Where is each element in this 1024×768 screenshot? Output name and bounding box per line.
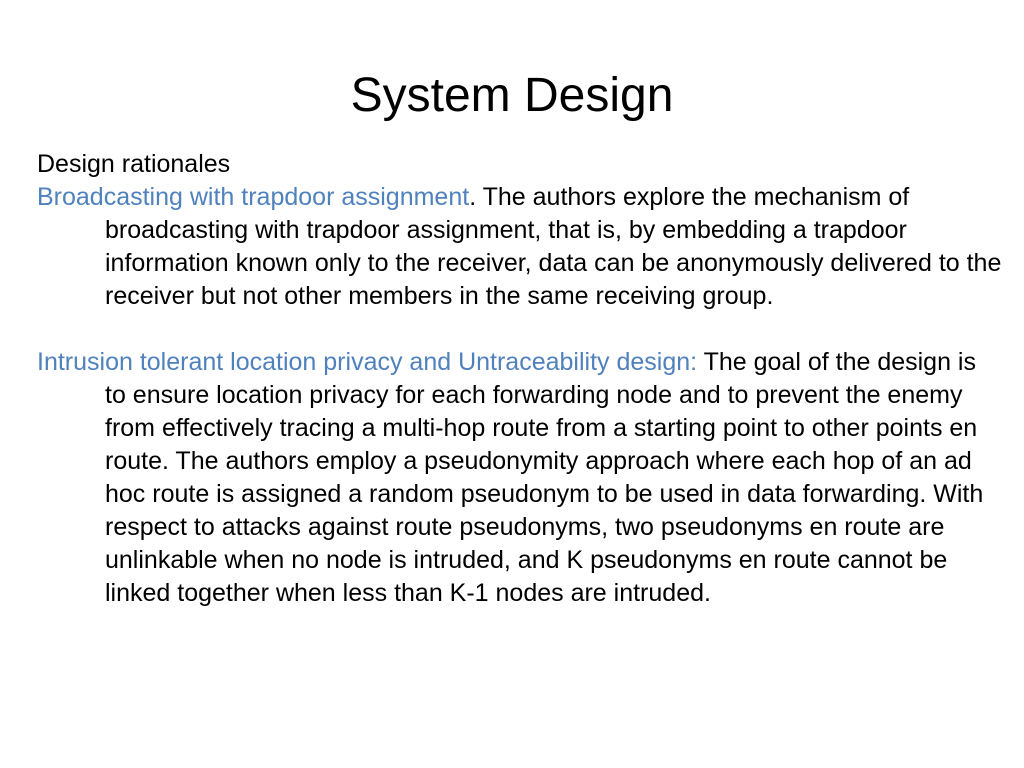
- slide-body: [37, 148, 1003, 610]
- paragraph-body: The goal of the design is to ensure location privacy for each forwarding node and to prevent the enemy from effectively tracing a multi-hop route from a starting point to other points en route. The authors employ a pseudonymity approach where each hop of an ad hoc route is assigned a random pseudonym to be used in data forwarding. With respect to attacks against route pseudonyms, two pseudonyms en route are unlinkable when no node is intruded, and K pseudonyms en route cannot be linked together when less than K-1 nodes are intruded.: [105, 348, 984, 607]
- paragraph-lead: Intrusion tolerant location privacy and Untraceability design:: [37, 348, 698, 376]
- slide-title: System Design: [350, 69, 674, 122]
- paragraph-lead: Broadcasting with trapdoor assignment: [37, 183, 470, 211]
- paragraph-body: . The authors explore the mechanism of broadcasting with trapdoor assignment, that is, by embedding a trapdoor information known only to the receiver, data can be anonymously delivered to the receiver but not other members in the same receiving group.: [105, 183, 1002, 310]
- paragraph-broadcasting: [37, 181, 1003, 313]
- paragraph-intrusion-tolerant: [37, 346, 1003, 610]
- subheading: Design rationales: [37, 150, 231, 178]
